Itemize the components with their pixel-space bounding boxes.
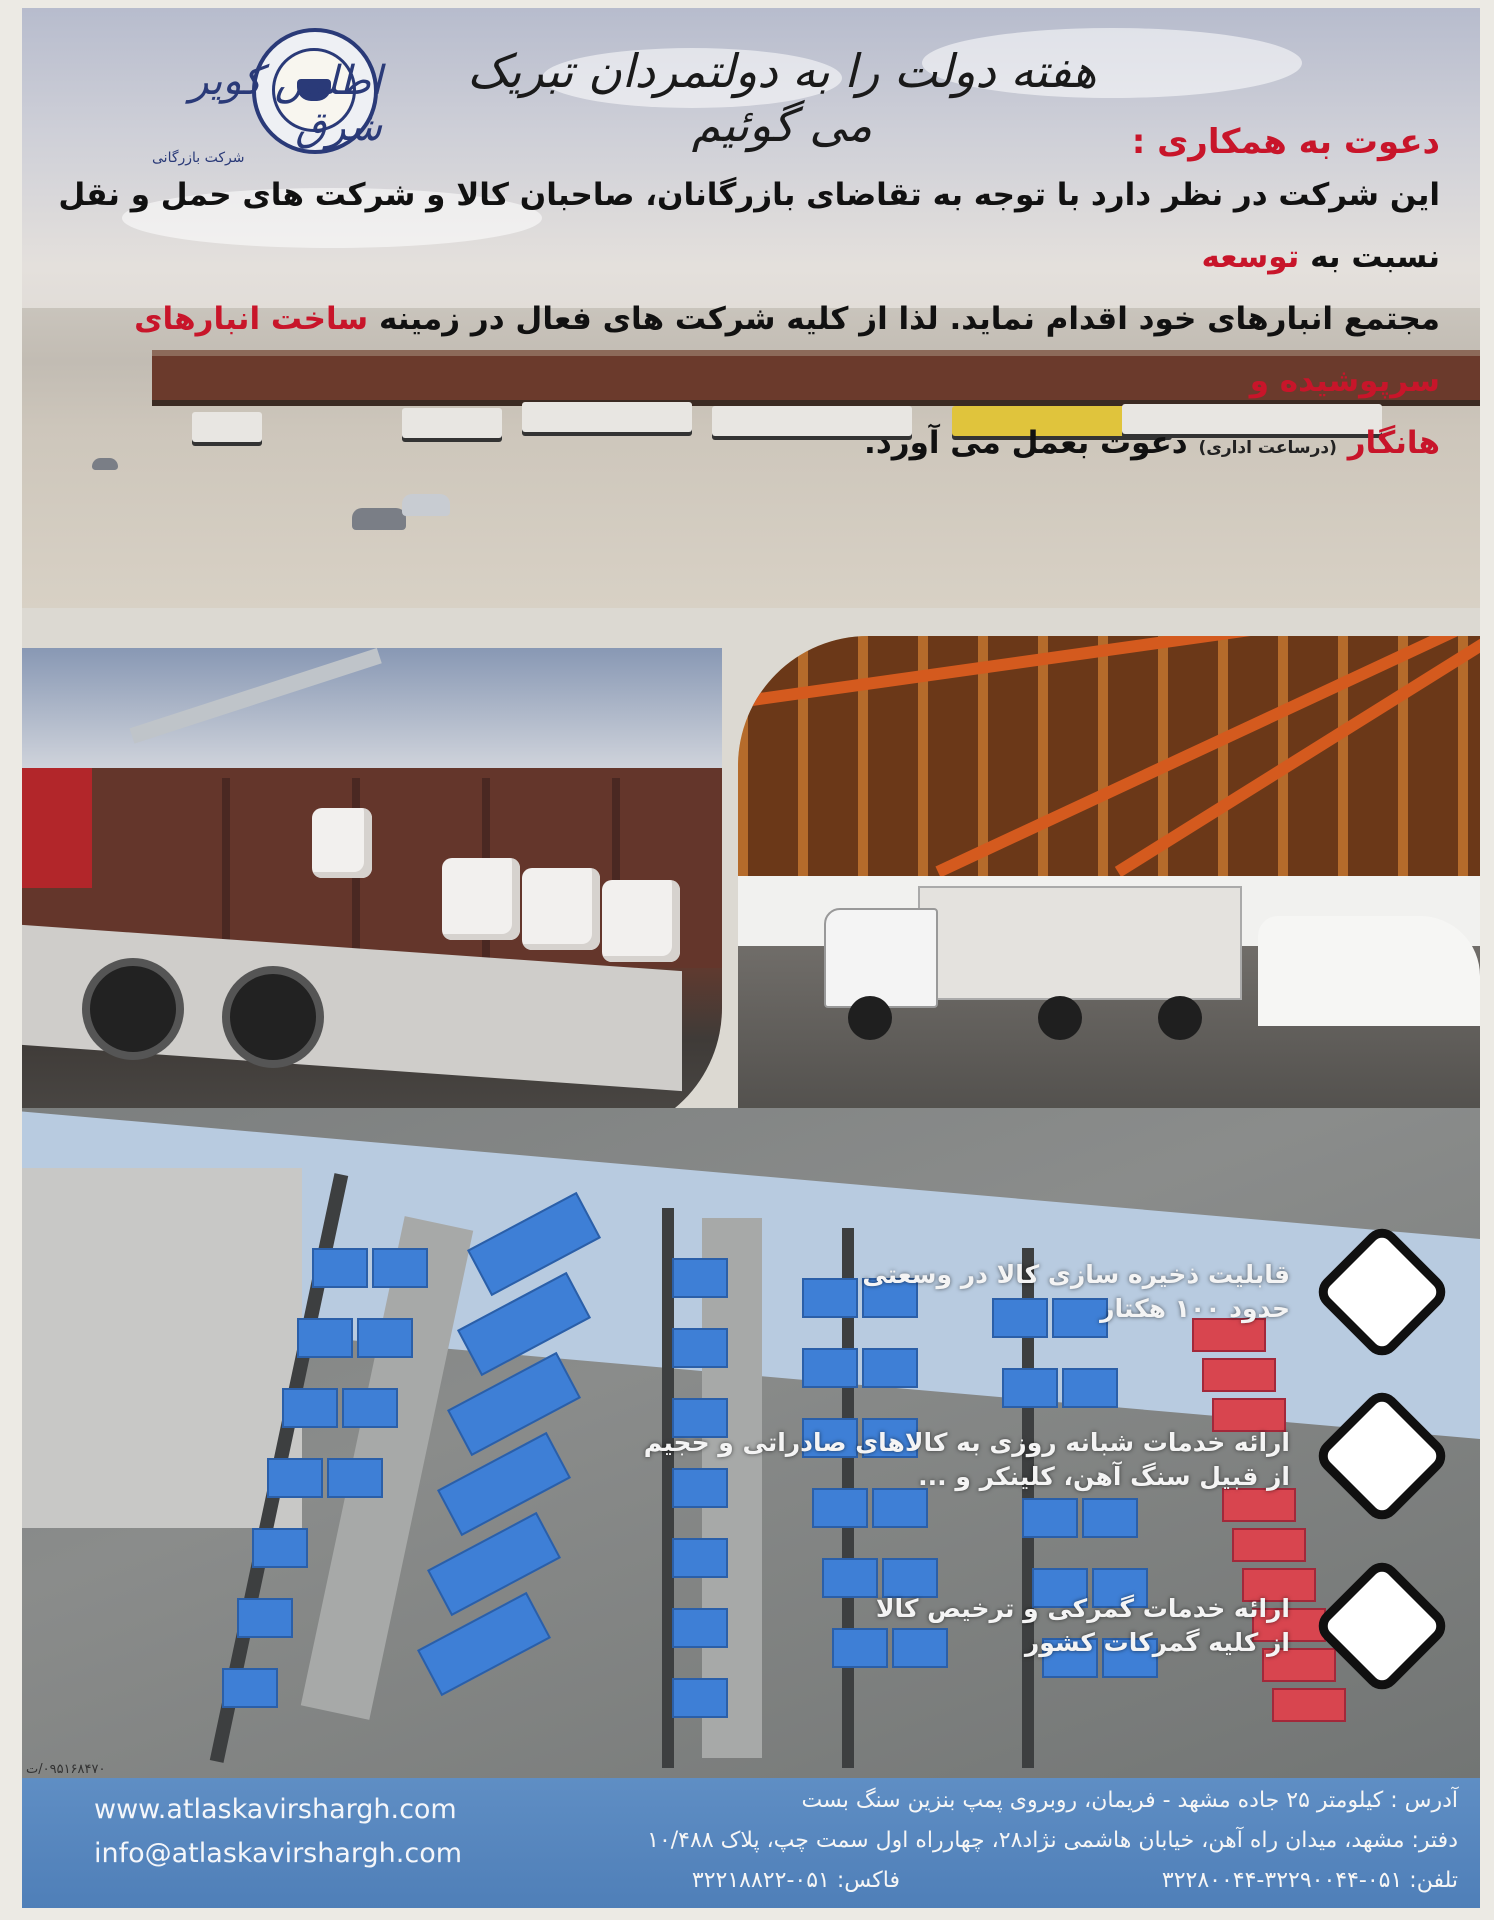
website-link[interactable]: www.atlaskavirshargh.com <box>94 1794 457 1825</box>
invitation-title: دعوت به همکاری : <box>1131 122 1440 162</box>
office-line: دفتر: مشهد، میدان راه آهن، خیابان هاشمی نژاد۲۸، چهارراه اول سمت چپ، پلاک ۱۰/۴۸۸ <box>647 1828 1458 1853</box>
contact-footer <box>22 1778 1480 1908</box>
slogan-heading: هفته دولت را به دولتمردان تبریک می گوئیم <box>467 44 1097 152</box>
feature-2-line-1: ارائه خدمات شبانه روزی به کالاهای صادراتی و حجیم <box>643 1428 1290 1457</box>
fax-line: فاکس: ۰۵۱-۳۲۲۱۸۸۲۲ <box>691 1868 900 1893</box>
highlight-covered-warehouses: ساخت انبارهای سرپوشیده و <box>134 301 1440 399</box>
invitation-line-3: دعوت بعمل می آورد. <box>864 425 1188 461</box>
feature-1-line-2: حدود ۱۰۰ هکتار <box>1100 1294 1290 1323</box>
office-hours-note: (درساعت اداری) <box>1198 438 1337 458</box>
invitation-line-2: مجتمع انبارهای خود اقدام نماید. لذا از کلیه شرکت های فعال در زمینه <box>368 301 1440 337</box>
feature-2-line-2: از قبیل سنگ آهن، کلینکر و ... <box>918 1462 1290 1491</box>
loading-photo <box>22 648 722 1138</box>
publication-code: ۰۹۵۱۶۸۴۷۰/ت <box>26 1762 106 1777</box>
highlight-expansion: توسعه <box>1201 239 1300 275</box>
invitation-body <box>40 164 1440 479</box>
feature-1-line-1: قابلیت ذخیره سازی کالا در وسعتی <box>862 1260 1290 1289</box>
phone-line: تلفن: ۰۵۱-۳۲۲۹۰۰۴۴-۳۲۲۸۰۰۴۴ <box>1161 1868 1458 1893</box>
invitation-line-1: این شرکت در نظر دارد با توجه به تقاضای بازرگانان، صاحبان کالا و شرکت های حمل و نقل نسبت به <box>58 177 1440 275</box>
feature-3-line-1: ارائه خدمات گمرکی و ترخیص کالا <box>875 1594 1290 1623</box>
logo-subtitle: شرکت بازرگانی <box>152 150 245 166</box>
feature-3-line-2: از کلیه گمرکات کشور <box>1024 1628 1290 1657</box>
feature-2 <box>644 1426 1290 1494</box>
address-line: آدرس : کیلومتر ۲۵ جاده مشهد - فریمان، روبروی پمپ بنزین سنگ بست <box>801 1788 1458 1813</box>
highlight-hangar: هانگار <box>1347 425 1440 461</box>
feature-1 <box>862 1258 1290 1326</box>
advertisement-frame <box>22 8 1480 1908</box>
email-link[interactable]: info@atlaskavirshargh.com <box>94 1838 463 1869</box>
feature-3 <box>876 1592 1290 1660</box>
hangar-photo <box>738 636 1480 1144</box>
logo-company-name: اطلس کویر شرق <box>189 58 382 150</box>
invitation-text <box>40 120 1440 479</box>
